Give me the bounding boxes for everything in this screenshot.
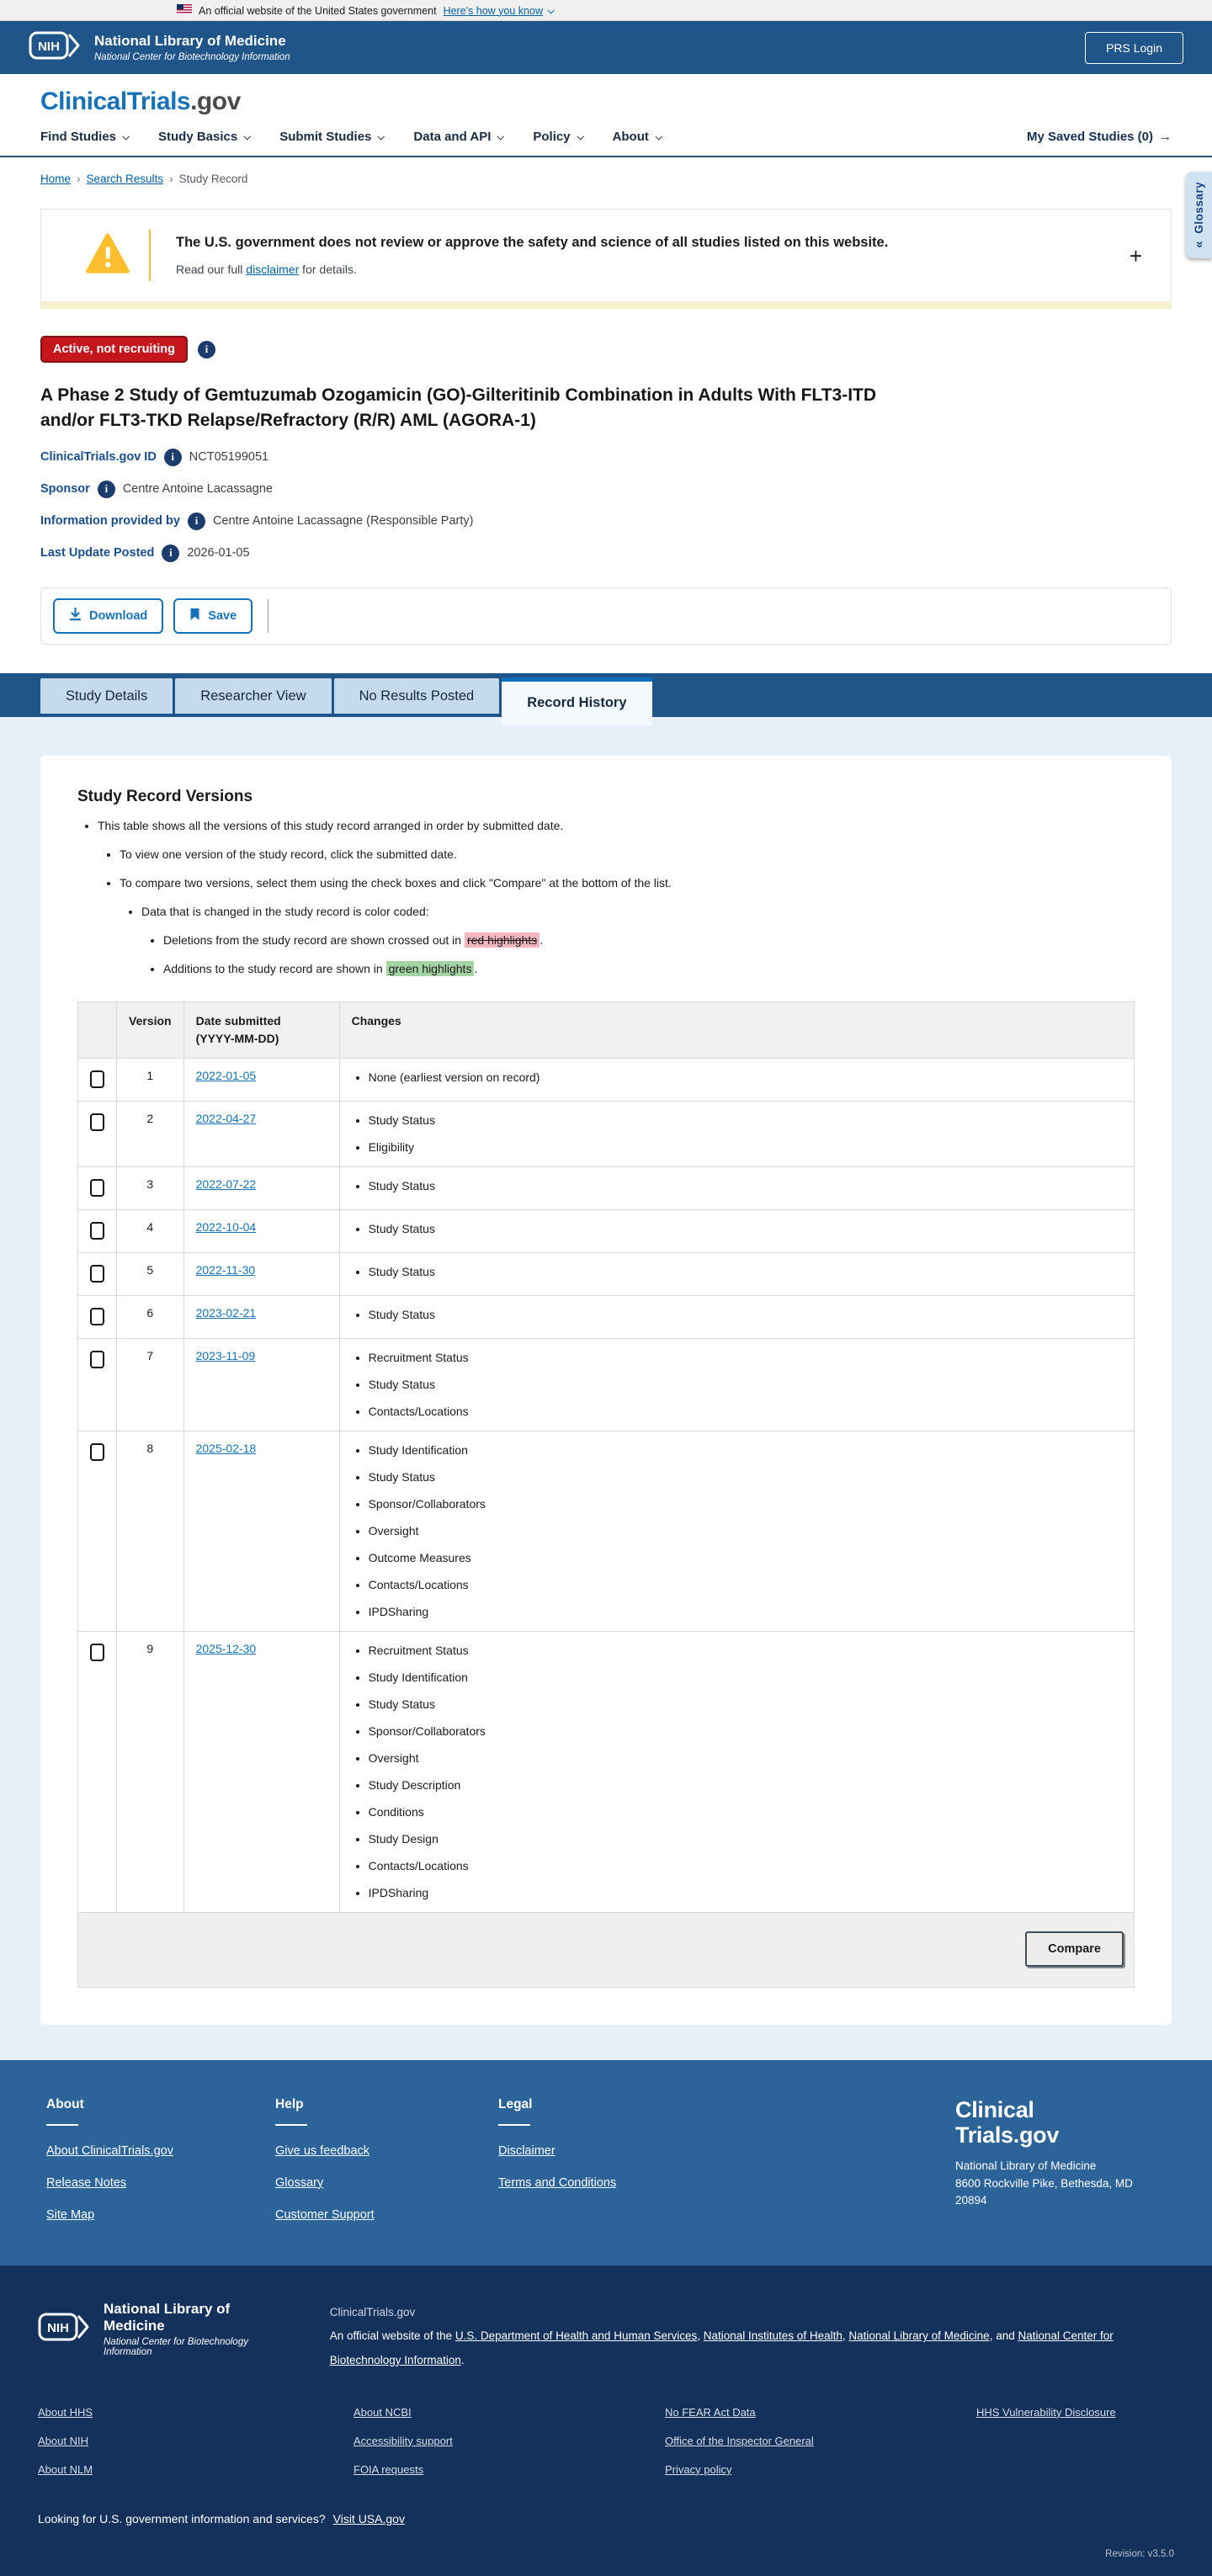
section-heading: Study Record Versions — [77, 787, 253, 805]
my-saved-studies-link[interactable]: My Saved Studies (0) → — [1026, 130, 1172, 144]
breadcrumb-search-results[interactable]: Search Results — [86, 173, 164, 185]
alert-expand-button[interactable]: + — [1124, 244, 1147, 268]
chevron-down-icon — [244, 133, 251, 140]
chevron-down-icon — [547, 7, 554, 13]
breadcrumb-home[interactable]: Home — [40, 173, 72, 185]
table-row — [78, 1209, 1135, 1252]
nih-mark-icon — [38, 2310, 93, 2348]
compare-button[interactable]: Compare — [1025, 1931, 1124, 1967]
version-number: 2 — [117, 1101, 184, 1166]
svg-text:NIH: NIH — [47, 2320, 69, 2335]
site-footer — [0, 2060, 1212, 2265]
info-icon[interactable]: i — [164, 449, 182, 466]
sponsor-value: Centre Antoine Lacassagne — [122, 482, 273, 497]
nlm-title: National Library of Medicine — [94, 33, 286, 50]
version-checkbox[interactable] — [90, 1179, 104, 1197]
subfooter-nlm-logo[interactable]: NIH National Library of Medicine National Center for Biotechnology Information — [38, 2301, 278, 2357]
collapse-chevrons-icon: « — [1192, 240, 1206, 248]
banner-text: An official website of the United States government — [199, 4, 437, 17]
info-icon[interactable]: i — [162, 544, 179, 562]
breadcrumb: Home › Search Results › Study Record — [40, 173, 248, 185]
last-update-posted-label: Last Update Posted — [40, 546, 155, 560]
status-badge: Active, not recruiting — [40, 336, 188, 363]
changes-column-header: Changes — [339, 1001, 1134, 1058]
change-item: • Study Status — [369, 1306, 1122, 1324]
change-item: • Oversight — [369, 1750, 1122, 1767]
table-row — [78, 1101, 1135, 1166]
glossary-side-tab[interactable] — [1186, 172, 1212, 258]
status-row — [40, 336, 1172, 363]
prs-login-button[interactable]: PRS Login — [1085, 32, 1183, 64]
tab-study-details[interactable]: Study Details — [40, 678, 173, 714]
nav-item-data-and-api[interactable]: Data and API — [413, 130, 502, 144]
change-item: • IPDSharing — [369, 1884, 1122, 1902]
versions-intro-list: • This table shows all the versions of this study record arranged in order by submitted date. • To view one version of the study record, click the submitted date. • To compare two versions, select them using the check boxes and click "Compare" at the bottom of the list. • Data that is changed in the study record is color coded: • Deletions from the study record are shown crossed out in red highlights . • Additions to the study record are shown in green highlights . — [77, 817, 1135, 978]
gov-banner — [0, 0, 1212, 21]
footer-heading: About — [46, 2096, 84, 2111]
info-icon[interactable]: i — [98, 481, 115, 498]
change-item: • Study Status — [369, 1112, 1122, 1129]
information-provided-by-label: Information provided by — [40, 514, 180, 528]
alert-heading: The U.S. government does not review or approve the safety and science of all studies listed on this website. — [176, 235, 889, 250]
gov-link-about-ncbi[interactable]: About NCBI — [354, 2405, 412, 2419]
version-number: 7 — [117, 1338, 184, 1431]
date-submitted-link[interactable]: 2023-02-21 — [195, 1305, 257, 1320]
revision-label: Revision: v3.5.0 — [1105, 2548, 1174, 2559]
change-item: • Oversight — [369, 1522, 1122, 1540]
heres-how-you-know-link[interactable]: Here's how you know — [444, 5, 553, 17]
clinicaltrials-logo[interactable]: ClinicalTrials.gov — [40, 88, 241, 115]
nih-header — [0, 21, 1212, 74]
gov-subfooter — [0, 2265, 1212, 2576]
usa-gov-tagline: Looking for U.S. government information and services? Visit USA.gov — [38, 2511, 405, 2526]
tab-record-history[interactable]: Record History — [502, 677, 651, 725]
footer-column-about — [46, 2097, 275, 2222]
change-item: • None (earliest version on record) — [369, 1069, 1122, 1086]
version-number: 5 — [117, 1252, 184, 1295]
change-item: • Contacts/Locations — [369, 1857, 1122, 1875]
date-submitted-link[interactable]: 2022-11-30 — [195, 1262, 256, 1277]
tab-no-results-posted[interactable]: No Results Posted — [334, 678, 500, 714]
us-flag-icon — [177, 4, 192, 17]
table-row — [78, 1631, 1135, 1912]
version-number: 1 — [117, 1058, 184, 1101]
hhs-link[interactable]: U.S. Department of Health and Human Services — [454, 2329, 698, 2343]
chevron-down-icon — [497, 133, 504, 140]
date-submitted-link[interactable]: 2022-07-22 — [195, 1176, 257, 1191]
footer-link-release-notes[interactable]: Release Notes — [46, 2175, 127, 2190]
nav-item-submit-studies[interactable]: Submit Studies — [279, 130, 383, 144]
breadcrumb-current: Study Record — [178, 173, 248, 185]
site-logo-row — [0, 74, 1212, 120]
version-checkbox[interactable] — [90, 1351, 104, 1368]
footer-link-site-map[interactable]: Site Map — [46, 2207, 95, 2222]
table-row — [78, 1058, 1135, 1101]
checkbox-column-header — [78, 1001, 117, 1058]
nct-id-value: NCT05199051 — [189, 450, 269, 465]
table-row — [78, 1295, 1135, 1338]
change-item: • Study Identification — [369, 1669, 1122, 1686]
gov-link-about-nih[interactable]: About NIH — [38, 2434, 88, 2447]
date-submitted-link[interactable]: 2022-04-27 — [195, 1111, 257, 1125]
official-website-sentence: ClinicalTrials.gov An official website of the U.S. Department of Health and Human Services, National Institutes of Health, National Library of Medicine, and National Center for Biotechnology Information. — [329, 2305, 1114, 2366]
table-row — [78, 1338, 1135, 1431]
change-item: • Study Status — [369, 1177, 1122, 1195]
date-submitted-link[interactable]: 2023-11-09 — [195, 1348, 256, 1362]
change-item: • Study Status — [369, 1696, 1122, 1713]
svg-text:NIH: NIH — [38, 40, 60, 54]
version-checkbox[interactable] — [90, 1308, 104, 1325]
change-item: • Eligibility — [369, 1139, 1122, 1156]
chevron-down-icon — [655, 133, 662, 140]
bookmark-icon — [189, 608, 200, 624]
footer-clinicaltrials-logo: Clinical Trials.gov — [955, 2096, 1060, 2148]
version-checkbox[interactable] — [90, 1443, 104, 1461]
chevron-down-icon — [378, 133, 385, 140]
study-toolbar — [40, 587, 1172, 645]
change-item: • Sponsor/Collaborators — [369, 1723, 1122, 1740]
change-item: • Outcome Measures — [369, 1549, 1122, 1567]
gov-link-foia-requests[interactable]: FOIA requests — [354, 2462, 424, 2476]
info-icon[interactable]: i — [198, 341, 215, 359]
date-submitted-link[interactable]: 2025-02-18 — [195, 1441, 257, 1455]
change-item: • Study Status — [369, 1469, 1122, 1486]
page-title: A Phase 2 Study of Gemtuzumab Ozogamicin (GO)-Gilteritinib Combination in Adults With FLT3-ITD and/or FLT3-TKD Relapse/Refractory (R/R) AML (AGORA-1) — [40, 385, 877, 431]
primary-nav — [0, 120, 1212, 157]
nih-logo[interactable] — [29, 29, 290, 66]
record-history-panel — [0, 717, 1212, 2060]
change-item: • Conditions — [369, 1803, 1122, 1821]
version-checkbox[interactable] — [90, 1070, 104, 1088]
version-number: 4 — [117, 1209, 184, 1252]
nav-item-study-basics[interactable]: Study Basics — [158, 130, 249, 144]
footer-heading: Help — [275, 2096, 304, 2111]
change-item: • Recruitment Status — [369, 1349, 1122, 1367]
nav-item-policy[interactable]: Policy — [533, 130, 582, 144]
version-number: 9 — [117, 1631, 184, 1912]
version-checkbox[interactable] — [90, 1113, 104, 1131]
gov-link-no-fear-act-data[interactable]: No FEAR Act Data — [665, 2405, 756, 2419]
footer-address: National Library of Medicine 8600 Rockville Pike, Bethesda, MD 20894 — [955, 2159, 1133, 2207]
green-highlight-sample: green highlights — [386, 961, 475, 976]
footer-heading: Legal — [498, 2096, 533, 2111]
info-icon[interactable]: i — [188, 513, 205, 530]
nih-link[interactable]: National Institutes of Health — [703, 2329, 843, 2343]
date-submitted-link[interactable]: 2025-12-30 — [195, 1641, 257, 1655]
change-item: • Contacts/Locations — [369, 1403, 1122, 1421]
footer-link-terms-and-conditions[interactable]: Terms and Conditions — [498, 2175, 617, 2190]
version-checkbox[interactable] — [90, 1265, 104, 1283]
glossary-label: Glossary — [1193, 182, 1205, 234]
version-checkbox[interactable] — [90, 1222, 104, 1240]
nav-item-about[interactable]: About — [613, 130, 661, 144]
download-button[interactable]: Download — [53, 598, 163, 634]
change-item: • Recruitment Status — [369, 1642, 1122, 1660]
version-number: 6 — [117, 1295, 184, 1338]
red-highlight-sample: red highlights — [465, 932, 540, 948]
nlm-link[interactable]: National Library of Medicine — [848, 2329, 990, 2343]
date-column-header: Date submitted (YYYY-MM-DD) — [183, 1001, 339, 1058]
footer-column-legal — [498, 2097, 955, 2222]
disclaimer-link[interactable]: disclaimer — [246, 263, 300, 276]
gov-link-hhs-vulnerability-disclosure[interactable]: HHS Vulnerability Disclosure — [976, 2405, 1116, 2419]
gov-link-about-nlm[interactable]: About NLM — [38, 2462, 93, 2476]
visit-usa-gov-link[interactable]: Visit USA.gov — [332, 2511, 405, 2526]
disclaimer-alert — [40, 209, 1172, 309]
arrow-right-icon: → — [1159, 130, 1172, 144]
gov-link-office-of-the-inspector-general[interactable]: Office of the Inspector General — [665, 2434, 814, 2447]
change-item: • Study Status — [369, 1263, 1122, 1281]
save-button[interactable]: Save — [173, 598, 252, 634]
sponsor-label: Sponsor — [40, 482, 90, 497]
nav-item-find-studies[interactable]: Find Studies — [40, 130, 128, 144]
change-item: • Study Design — [369, 1830, 1122, 1848]
nih-mark-icon — [29, 29, 84, 66]
footer-link-give-us-feedback[interactable]: Give us feedback — [275, 2143, 370, 2158]
table-footer — [78, 1912, 1135, 1987]
gov-link-privacy-policy[interactable]: Privacy policy — [665, 2462, 732, 2476]
footer-link-glossary[interactable]: Glossary — [275, 2175, 324, 2190]
versions-table — [77, 1001, 1135, 1988]
footer-logo-block — [955, 2097, 1166, 2222]
footer-link-customer-support[interactable]: Customer Support — [275, 2207, 375, 2222]
footer-column-help — [275, 2097, 498, 2222]
download-icon — [69, 608, 82, 624]
change-item: • Sponsor/Collaborators — [369, 1495, 1122, 1513]
record-tabs — [0, 673, 1212, 717]
change-item: • Contacts/Locations — [369, 1576, 1122, 1594]
gov-link-accessibility-support[interactable]: Accessibility support — [354, 2434, 453, 2447]
tab-researcher-view[interactable]: Researcher View — [175, 678, 331, 714]
alert-subtext: Read our full disclaimer for details. — [176, 263, 357, 276]
study-record-versions-card — [40, 756, 1172, 2025]
version-number: 3 — [117, 1166, 184, 1209]
table-row — [78, 1431, 1135, 1631]
table-row — [78, 1166, 1135, 1209]
footer-link-about-clinicaltrials-gov[interactable]: About ClinicalTrials.gov — [46, 2143, 173, 2158]
table-row — [78, 1252, 1135, 1295]
change-item: • Study Status — [369, 1376, 1122, 1394]
change-item: • Study Description — [369, 1777, 1122, 1794]
ncbi-link[interactable]: National Center for Biotechnology Information — [329, 2329, 1114, 2366]
chevron-down-icon — [577, 133, 583, 140]
date-submitted-link[interactable]: 2022-10-04 — [195, 1219, 257, 1234]
study-meta — [40, 449, 1172, 562]
chevron-down-icon — [122, 133, 129, 140]
nct-id-label: ClinicalTrials.gov ID — [40, 450, 157, 465]
change-item: • Study Identification — [369, 1442, 1122, 1459]
last-update-posted-value: 2026-01-05 — [187, 546, 250, 560]
warning-triangle-icon — [85, 232, 130, 279]
gov-link-about-hhs[interactable]: About HHS — [38, 2405, 93, 2419]
ncbi-subtitle: National Center for Biotechnology Information — [94, 51, 290, 62]
date-submitted-link[interactable]: 2022-01-05 — [195, 1068, 257, 1082]
change-item: • Study Status — [369, 1220, 1122, 1238]
footer-link-disclaimer[interactable]: Disclaimer — [498, 2143, 556, 2158]
version-column-header: Version — [117, 1001, 184, 1058]
version-number: 8 — [117, 1431, 184, 1631]
information-provided-by-value: Centre Antoine Lacassagne (Responsible Party) — [212, 514, 474, 528]
version-checkbox[interactable] — [90, 1644, 104, 1661]
change-item: • IPDSharing — [369, 1603, 1122, 1621]
